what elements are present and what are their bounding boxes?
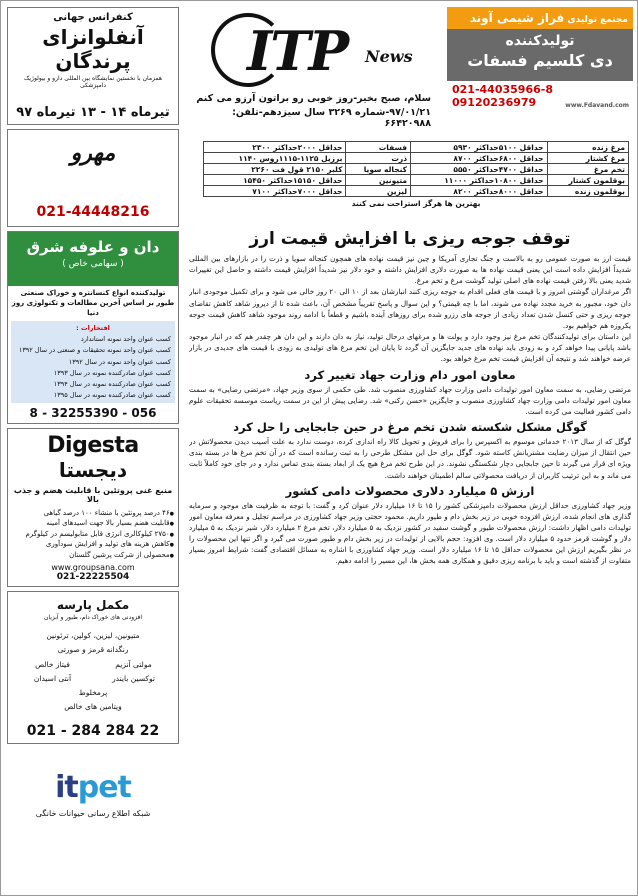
article-paragraph: این داستان برای تولیدکنندگان تخم مرغ نیز وجود دارد و پولت ها و مرغهای درحال تولید، نیاز به دان دارند و این دان هر چقدر هم که در انبار موجود باشد پایانی پیدا خواهد کرد و به زودی باید نهاده های جدید جایگزین آن گردد تا پایان این تخم مرغ های تولیدی به زودی با قیمت های جدیدی در بازار عرضه خواهند شد و نتیجه آن افزایش قیمت تخم مرغ خواهد بود.: [189, 332, 631, 364]
pars-phone: 021 - 284 284 22: [26, 722, 160, 739]
itpet-ad[interactable]: [7, 748, 179, 840]
table-row: مرغ کشتار حداقل ۶۸۰۰حداکثر ۸۷۰۰ ذرت برزیل ۱۱۲۵-۱۱۱۵روس ۱۱۴۰: [204, 153, 629, 164]
article-paragraph: وزیر جهاد کشاورزی حداقل ارزش محصولات دامپزشکی کشور را ۱۵ تا ۱۶ میلیارد دلار عنوان کرد و گفت: با توجه به ظرفیت های موجود و سرمایه گذاری های انجام شده، ارزش افزوده خوبی در زیر بخش دام و طیور داریم. محمود حجتی وزیر جهاد کشاورزی در مراسم تجلیل و معرفه معاون امور تولیدات دامی اظهار داشت: ارزش محصولات طیور و گوشت سفید در کشور نزدیک به ۵ میلیارد دلار، تخم مرغ ۲ میلیارد دلار، شیر نزدیک به ۵ میلیارد دلار و گوشت قرمز حدود ۵ میلیارد دلار است. وی افزود: حجم بالایی از تولیدات در زیر بخش دام و طیور صورت می گیرد و اگر تنها این محصولات را در نظر بگیریم ارزش این محصولات حداقل ۱۵ تا ۱۶ میلیارد دلار است. وزیر جهاد کشاورزی با اشاره به مسائل اقتصادی گفت: شرایط امروز بسیار متفاوت از گذشته است و باید با برنامه ریزی دقیق و همکاری همه بخش ها، این مسیر را ادامه دهیم.: [189, 500, 631, 566]
feature-item: ● ۲۷۵۰ کیلوکالری انرژی قابل متابولیسم در کیلوگرم: [12, 529, 174, 540]
product-item: رنگدانه قرمز و صورتی: [57, 645, 129, 655]
table-row: تخم مرغ حداقل ۴۷۰۰حداکثر ۵۵۵۰ کنجاله سویا کلبر ۲۱۵۰ قول فت ۲۲۶۰: [204, 164, 629, 175]
ad-contact: 021-44035966-8 09120236979 www.Fdavand.com: [452, 83, 629, 110]
main-article: [189, 229, 631, 889]
article-paragraph: اگر مرغداران گوشتی امروز و با قیمت های فعلی اقدام به جوجه ریزی کنند انبارشان بعد از ۱۰ الی ۲۰ روز خالی می شود و برای تکمیل موجودی انبار دان خود، مجبور به خرید مجدد نهاده می شوند، اما با چه قیمتی؟ و این سوال و پاسخ تقریباً مشخص آن، باعث شده تا از دیروز شاهد کاهش تقاضای جوجه ریزی و حتی کنسل شدن تعداد زیادی از جوجه های رزرو شده برای روزهای آینده باشیم و قطعاً با ادامه روند موجود شاهد کاهش قیمت جوجه یکروزه هم خواهیم بود.: [189, 287, 631, 330]
table-row: بوقلمون کشتار حداقل ۱۰۸۰۰حداکثر ۱۱۰۰۰ متیونین حداقل ۱۵۱۵۰حداکثر ۱۵۴۵۰: [204, 175, 629, 186]
product-item: آنتی اسیدان: [33, 673, 72, 683]
award-item: کسب عنوان واحد نمونه در سال ۱۳۹۲: [68, 357, 171, 366]
product-item: ویتامین های خالص: [64, 702, 122, 712]
issue-info: ۹۷/۰۱/۲۱-شماره ۳۲۶۹ سال سیزدهم-تلفن: ۶۶۴۲۰۹۸۸: [232, 107, 431, 129]
section-heading: ارزش ۵ میلیارد دلاری محصولات دامی کشور: [285, 483, 535, 498]
mehr-ad[interactable]: [7, 129, 179, 227]
conference-name: آنفلوانزای پرندگان: [42, 25, 144, 73]
pars-ad[interactable]: [7, 591, 179, 744]
article-paragraph: گوگل که از سال ۲۰۱۳ خدماتی موسوم به اکسپرس را برای فروش و تحویل کالا راه اندازی کرده، دوست ندارد به علت آسیب دیدن محصولاتش در حین انتقال از میزان رضایت مشتریانش کاسته شود. گوگل برای حل این مشکل طرحی را به ثبت رسانده است که در آن تخم مرغ ها در بسته بندی ویژه ای قرار می گیرند تا حین جابجایی دچار شکستگی نشوند. در این طرح تخم مرغ هیچ یک از ابعاد بسته بندی تماس ندارد و در جای خود کاملاً ثابت می ماند و به این ترتیب کاربران از دریافت محصولاتی سالم اطمینان خواهند داشت.: [189, 437, 631, 480]
motto: بهترین ها هرگز استراحت نمی کنند: [351, 199, 481, 208]
digesta-features: [12, 508, 174, 561]
product-item: پرمخلوط: [78, 688, 108, 698]
table-row: مرغ زنده حداقل ۵۱۰۰حداکثر ۵۹۳۰ فسفات حداقل ۲۰۰۰حداکثر ۲۳۰۰: [204, 142, 629, 153]
award-item: کسب عنوان صادرکننده نمونه در سال ۱۳۹۴: [53, 379, 171, 388]
logo-news-text: News: [365, 47, 413, 66]
mehr-logo: مهرو: [70, 140, 116, 166]
section-heading: معاون امور دام وزارت جهاد تغییر کرد: [304, 367, 516, 382]
greeting: سلام، صبح بخیر-روز خوبی رو براتون آرزو می کنم: [196, 93, 431, 104]
conference-ad[interactable]: [7, 7, 179, 125]
product-item: متیونین، لیزین، کولین، ترئونین: [46, 631, 140, 641]
pars-subtitle: افزودنی های خوراک دام، طیور و آبزیان: [44, 614, 142, 622]
dan-description: تولیدکننده انواع کنسانتره و خوراک صنعتی طیور بر اساس آخرین مطالعات و تکنولوژی روز دنیا: [11, 289, 175, 317]
product-item: مولتی آنزیم: [115, 659, 152, 669]
price-table: [203, 141, 629, 208]
faraz-shimi-ad[interactable]: [447, 7, 633, 113]
pars-title: مکمل پارسه: [56, 598, 130, 613]
masthead: [185, 11, 435, 131]
feature-item: ● قابلیت هضم بسیار بالا جهت اسیدهای آمینه: [12, 518, 174, 529]
itpet-tagline: شبکه اطلاع رسانی حیوانات خانگی: [35, 808, 151, 818]
award-item: کسب عنوان واحد نمونه استاندارد: [80, 335, 171, 344]
dan-sharq-ad[interactable]: [7, 231, 179, 424]
ad-company: مجتمع تولیدی فراز شیمی آوند: [447, 7, 633, 29]
pars-products: [12, 629, 174, 715]
digesta-logo-fa: دیجستا: [58, 457, 128, 482]
article-paragraph: مرتضی رضایی، به سمت معاون امور تولیدات دامی وزارت جهاد کشاورزی منصوب شد. طی حکمی از سوی وزیر جهاد، «مرتضی رضایی» به سمت معاون امور تولیدات دامی وزارت جهاد کشاورزی منصوب و جایگزین «حسن رکنی» شد. رضایی پیش از این در سمت ریاست موسسه تحقیقات علوم دامی کشور فعالیت می کرده است.: [189, 384, 631, 416]
dan-awards: [11, 321, 175, 402]
article-paragraph: قیمت ارز به صورت عمومی رو به بالاست و جنگ تجاری آمریکا و چین نیز قیمت نهاده های همچون کنجاله سویا و ذرت را در بازارهای بین المللی شدیداً افزایش داده است این یعنی قیمت نهاده ها به صورت دلاری افزایش داشته و خود دلار نیز شدیداً افزایش قیمت داشته و حاصل این تغییرات شدید یعنی بالا رفتن قیمت نهاده های اصلی تولید گوشت مرغ و تخم مرغ.: [189, 254, 631, 286]
feature-item: ● ۴۶ درصد پروتئین با منشاء ۱۰۰ درصد گیاهی: [12, 508, 174, 519]
table-row: بوقلمون زنده حداقل ۸۰۰۰حداکثر ۸۲۰۰ لیزین حداقل ۷۰۰۰حداکثر ۷۱۰۰: [204, 186, 629, 197]
product-item: فیتاز خالص: [35, 659, 70, 669]
feature-item: ● محصولی از شرکت پرشین گلستان: [12, 550, 174, 561]
section-heading: گوگل مشکل شکسته شدن تخم مرغ در حین جابجایی را حل کرد: [233, 420, 587, 435]
award-item: کسب عنوان واحد نمونه تحقیقات و صنعتی در سال ۱۳۹۲: [18, 346, 171, 355]
newsletter-header: [185, 7, 633, 137]
article-title: توقف جوجه ریزی با افزایش قیمت ارز: [249, 229, 571, 249]
digesta-phone: 021-22225504: [56, 572, 130, 583]
conference-subtitle: همزمان با نخستین نمایشگاه بین المللی دارو و بیولوژیک دامپزشکی: [24, 75, 162, 89]
mehr-phone: 021-44448216: [36, 204, 150, 220]
dan-title: دان و علوفه شرق: [26, 238, 160, 256]
conference-date: تیرماه ۱۴ - ۱۳ تیرماه ۹۷: [16, 105, 170, 120]
digesta-logo-en: Digesta: [47, 432, 139, 458]
dan-header: [8, 232, 178, 286]
ad-product: تولیدکننده دی کلسیم فسفات: [447, 29, 633, 81]
conference-title: کنفرانس جهانی: [53, 12, 133, 23]
award-item: کسب عنوان صادرکننده نمونه در سال ۱۳۹۳: [53, 368, 171, 377]
itp-news-logo[interactable]: [203, 11, 413, 91]
dan-phone: 056 - 32255390 - 8: [29, 405, 157, 420]
awards-title: افتخارات :: [76, 324, 110, 333]
ad-sidebar: [7, 7, 179, 891]
feature-item: ● کاهش هزینه های تولید و افزایش سودآوری: [12, 539, 174, 550]
dan-subtitle: ( سهامی خاص ): [62, 259, 124, 269]
digesta-tagline: منبع غنی پروتئین با قابلیت هضم و جذب بالا: [13, 485, 173, 504]
itpet-logo: itpet: [55, 769, 131, 805]
digesta-website[interactable]: www.groupsana.com: [51, 563, 135, 573]
digesta-ad[interactable]: [7, 428, 179, 588]
award-item: کسب عنوان صادرکننده نمونه در سال ۱۳۹۵: [53, 390, 171, 399]
product-item: توکسین بایندر: [112, 673, 155, 683]
logo-text: ITP: [247, 19, 348, 83]
